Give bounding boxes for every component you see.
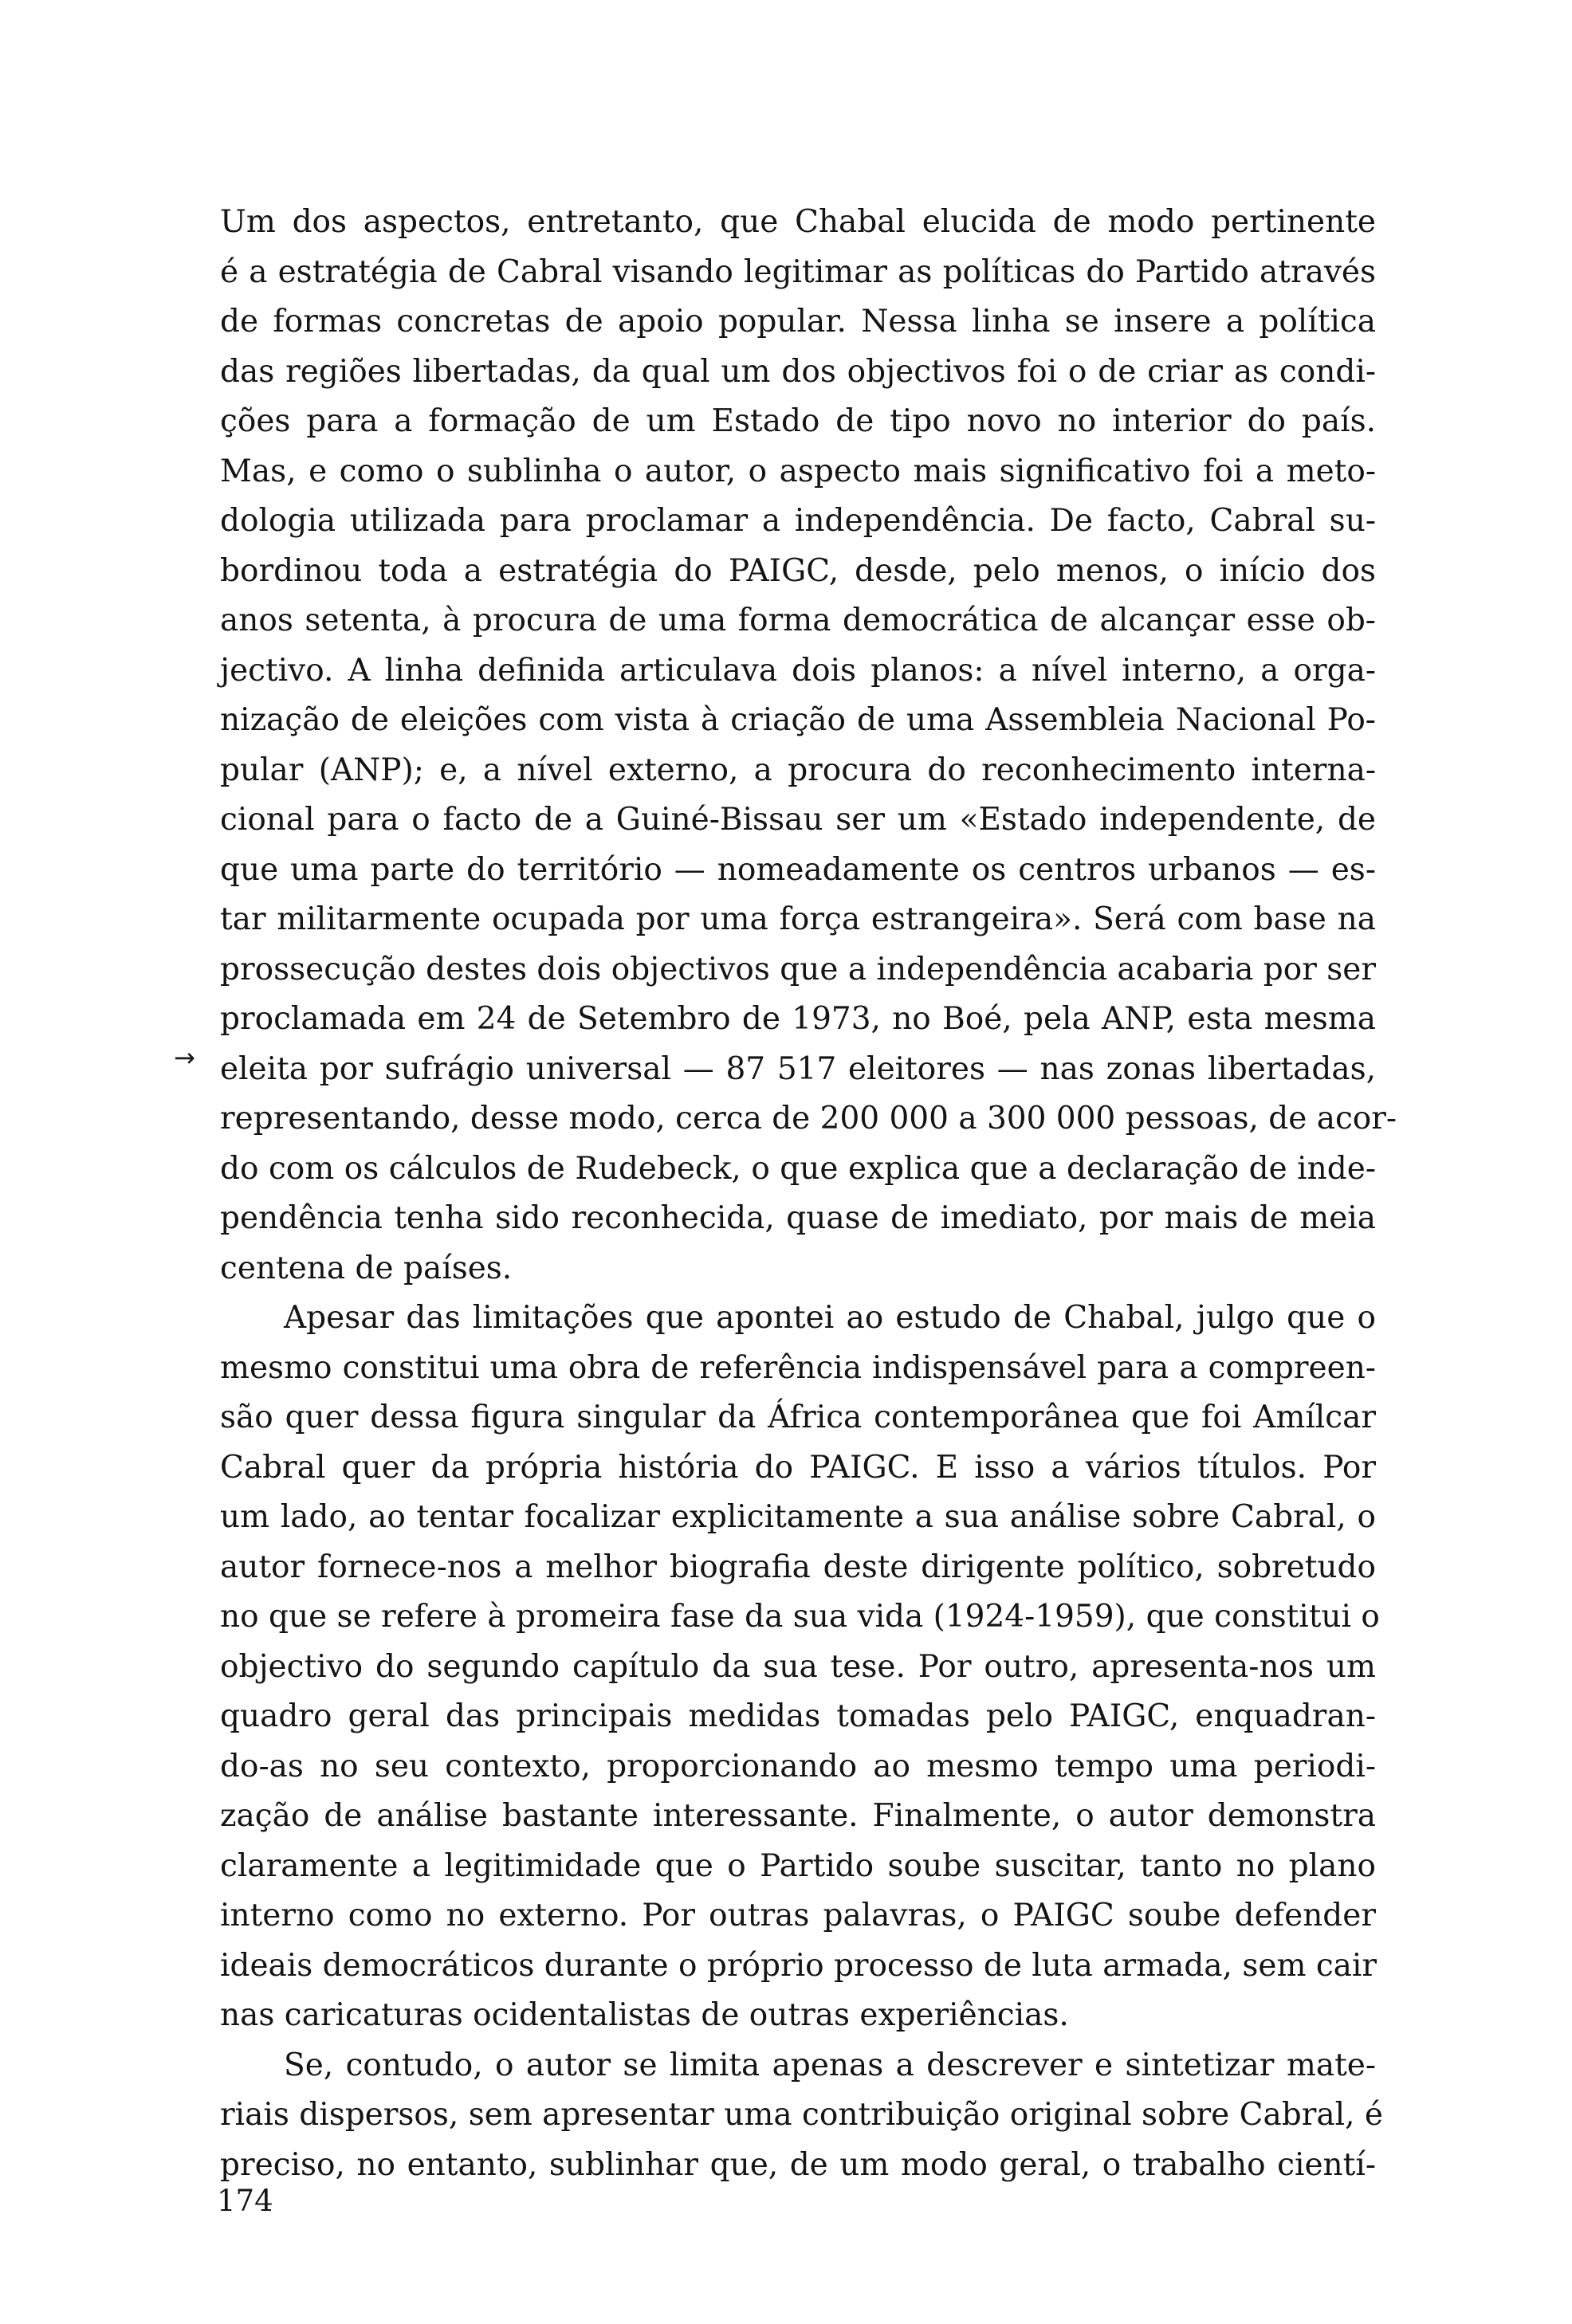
text-line: prossecução destes dois objectivos que a independência acabaria por ser xyxy=(220,951,1376,987)
body-text xyxy=(220,198,1397,2190)
text-line: são quer dessa figura singular da África contemporânea que foi Amílcar xyxy=(220,1400,1376,1435)
text-line: proclamada em 24 de Setembro de 1973, no Boé, pela ANP, esta mesma xyxy=(220,1001,1376,1037)
text-line: Mas, e como o sublinha o autor, o aspecto mais significativo foi a meto- xyxy=(220,453,1376,489)
text-line: pular (ANP); e, a nível externo, a procura do reconhecimento interna- xyxy=(220,752,1376,788)
text-line: Um dos aspectos, entretanto, que Chabal elucida de modo pertinente xyxy=(220,204,1376,240)
text-line: do-as no seu contexto, proporcionando ao mesmo tempo uma periodi- xyxy=(220,1748,1376,1784)
text-line: autor fornece-nos a melhor biografia deste dirigente político, sobretudo xyxy=(220,1549,1376,1585)
text-line: que uma parte do território — nomeadamente os centros urbanos — es- xyxy=(220,851,1376,888)
text-line: do com os cálculos de Rudebeck, o que explica que a declaração de inde- xyxy=(220,1150,1376,1187)
margin-arrow-mark: → xyxy=(174,1042,195,1073)
page-number: 174 xyxy=(217,2184,273,2218)
text-line: interno como no externo. Por outras palavras, o PAIGC soube defender xyxy=(220,1898,1376,1933)
text-line: um lado, ao tentar focalizar explicitamente a sua análise sobre Cabral, o xyxy=(220,1499,1376,1535)
text-line: anos setenta, à procura de uma forma democrática de alcançar esse ob- xyxy=(220,603,1376,638)
text-line: de formas concretas de apoio popular. Nessa linha se insere a política xyxy=(220,304,1376,340)
text-line: centena de países. xyxy=(220,1250,513,1286)
text-line: ções para a formação de um Estado de tipo novo no interior do país. xyxy=(220,403,1376,439)
text-line: Apesar das limitações que apontei ao estudo de Chabal, julgo que o xyxy=(284,1300,1376,1336)
text-line: pendência tenha sido reconhecida, quase de imediato, por mais de meia xyxy=(220,1200,1376,1236)
text-line: bordinou toda a estratégia do PAIGC, desde, pelo menos, o início dos xyxy=(220,552,1376,589)
text-line: é a estratégia de Cabral visando legitimar as políticas do Partido através xyxy=(220,253,1376,290)
text-line: zação de análise bastante interessante. Finalmente, o autor demonstra xyxy=(220,1798,1376,1834)
text-line: Cabral quer da própria história do PAIGC. E isso a vários títulos. Por xyxy=(220,1449,1376,1486)
text-line: Se, contudo, o autor se limita apenas a descrever e sintetizar mate- xyxy=(284,2047,1376,2083)
text-line: cional para o facto de a Guiné-Bissau ser um «Estado independente, de xyxy=(220,802,1376,838)
text-line: quadro geral das principais medidas tomadas pelo PAIGC, enquadran- xyxy=(220,1698,1376,1734)
text-line: nização de eleições com vista à criação de uma Assembleia Nacional Po- xyxy=(220,702,1376,738)
text-line: tar militarmente ocupada por uma força estrangeira». Será com base na xyxy=(220,901,1376,937)
text-line: das regiões libertadas, da qual um dos objectivos foi o de criar as condi- xyxy=(220,353,1376,390)
text-line: claramente a legitimidade que o Partido soube suscitar, tanto no plano xyxy=(220,1847,1376,1884)
text-line: preciso, no entanto, sublinhar que, de um modo geral, o trabalho cientí- xyxy=(220,2146,1376,2183)
text-line: nas caricaturas ocidentalistas de outras experiências. xyxy=(220,1997,1069,2033)
text-line: eleita por sufrágio universal — 87 517 eleitores — nas zonas libertadas, xyxy=(220,1050,1376,1087)
text-line: ideais democráticos durante o próprio processo de luta armada, sem cair xyxy=(220,1947,1377,1984)
text-line: mesmo constitui uma obra de referência indispensável para a compreen- xyxy=(220,1349,1376,1386)
text-line: no que se refere à promeira fase da sua vida (1924-1959), que constitui o xyxy=(220,1599,1380,1635)
text-line: jectivo. A linha definida articulava dois planos: a nível interno, a orga- xyxy=(220,652,1376,689)
text-line: representando, desse modo, cerca de 200 000 a 300 000 pessoas, de acor- xyxy=(220,1101,1397,1136)
text-line: dologia utilizada para proclamar a independência. De facto, Cabral su- xyxy=(220,503,1376,539)
text-line: riais dispersos, sem apresentar uma contribuição original sobre Cabral, é xyxy=(220,2097,1383,2133)
text-line: objectivo do segundo capítulo da sua tese. Por outro, apresenta-nos um xyxy=(220,1648,1376,1685)
